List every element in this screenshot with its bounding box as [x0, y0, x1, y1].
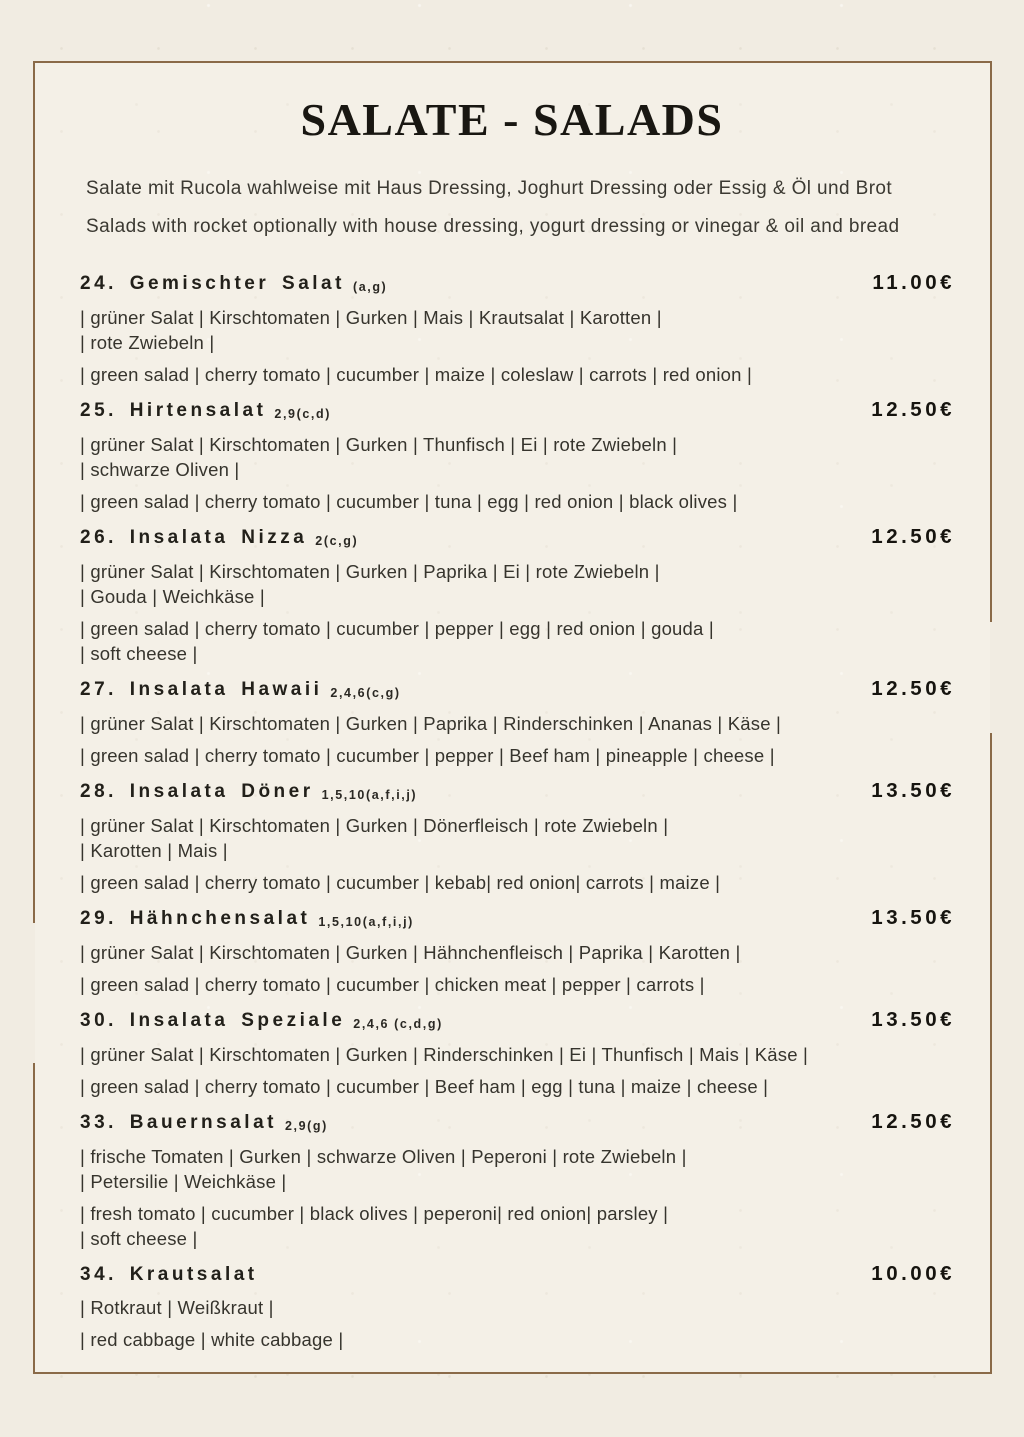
ingredients-de-line: | frische Tomaten | Gurken | schwarze Oliven | Peperoni | rote Zwiebeln |	[80, 1145, 687, 1167]
ingredients-de-line: | grüner Salat | Kirschtomaten | Gurken | Thunfisch | Ei | rote Zwiebeln |	[80, 433, 678, 455]
menu-item	[80, 1007, 955, 1099]
ingredients-german	[80, 1042, 955, 1067]
item-name: 30. Insalata Speziale	[80, 1009, 346, 1031]
ingredients-en-line: | green salad | cherry tomato | cucumber | chicken meat | pepper | carrots |	[80, 973, 705, 995]
item-title	[80, 1262, 258, 1288]
menu-items-list	[80, 270, 955, 1352]
item-title	[80, 779, 417, 806]
menu-item	[80, 676, 955, 768]
ingredients-en-line: | green salad | cherry tomato | cucumber | tuna | egg | red onion | black olives |	[80, 490, 738, 512]
item-title	[80, 1110, 328, 1137]
page-title: SALATE - SALADS	[300, 94, 724, 145]
subtitle-german: Salate mit Rucola wahlweise mit Haus Dressing, Joghurt Dressing oder Essig & Öl und Brot	[86, 177, 893, 199]
item-name: 26. Insalata Nizza	[80, 526, 308, 548]
ingredients-de-line: | grüner Salat | Kirschtomaten | Gurken | Hähnchenfleisch | Paprika | Karotten |	[80, 941, 741, 963]
ingredients-en-line: | soft cheese |	[80, 642, 198, 664]
ingredients-german	[80, 1295, 955, 1320]
item-name: 34. Krautsalat	[80, 1263, 258, 1285]
item-title	[80, 271, 387, 298]
ingredients-de-line: | Rotkraut | Weißkraut |	[80, 1296, 274, 1318]
menu-item	[80, 524, 955, 666]
ingredients-de-line: | grüner Salat | Kirschtomaten | Gurken | Paprika | Ei | rote Zwiebeln |	[80, 560, 660, 582]
item-title	[80, 677, 401, 704]
ingredients-english	[80, 972, 955, 997]
menu-item	[80, 1109, 955, 1251]
item-name: 24. Gemischter Salat	[80, 272, 345, 294]
item-allergens: 2,9(g)	[284, 1118, 328, 1133]
menu-item	[80, 778, 955, 895]
item-title	[80, 398, 331, 425]
ingredients-english	[80, 1074, 955, 1099]
item-allergens: 2(c,g)	[315, 533, 359, 548]
item-allergens: (a,g)	[352, 279, 388, 294]
ingredients-en-line: | green salad | cherry tomato | cucumber | pepper | Beef ham | pineapple | cheese |	[80, 744, 775, 766]
item-price: 12.50€	[871, 524, 955, 548]
item-price: 13.50€	[871, 778, 955, 802]
item-title	[80, 906, 414, 933]
ingredients-german	[80, 813, 955, 863]
item-allergens: 2,4,6 (c,d,g)	[353, 1016, 443, 1031]
ingredients-english	[80, 1201, 955, 1251]
ingredients-en-line: | green salad | cherry tomato | cucumber | Beef ham | egg | tuna | maize | cheese |	[80, 1075, 769, 1097]
ingredients-de-line: | grüner Salat | Kirschtomaten | Gurken | Paprika | Rinderschinken | Ananas | Käse |	[80, 712, 782, 734]
menu-item-header	[80, 397, 955, 425]
ingredients-english	[80, 743, 955, 768]
item-price: 13.50€	[871, 1007, 955, 1031]
ingredients-de-line: | Karotten | Mais |	[80, 839, 228, 861]
item-allergens: 2,9(c,d)	[274, 406, 331, 421]
ingredients-english	[80, 1327, 955, 1352]
ingredients-en-line: | red cabbage | white cabbage |	[80, 1328, 344, 1350]
item-price: 12.50€	[871, 676, 955, 700]
ingredients-de-line: | rote Zwiebeln |	[80, 331, 215, 353]
ingredients-german	[80, 940, 955, 965]
item-name: 28. Insalata Döner	[80, 780, 314, 802]
item-allergens: 1,5,10(a,f,i,j)	[321, 787, 418, 802]
ingredients-en-line: | green salad | cherry tomato | cucumber | pepper | egg | red onion | gouda |	[80, 617, 714, 639]
ingredients-english	[80, 489, 955, 514]
item-price: 10.00€	[871, 1261, 955, 1285]
ingredients-german	[80, 305, 955, 355]
menu-item-header	[80, 1007, 955, 1035]
ingredients-german	[80, 432, 955, 482]
menu-item-header	[80, 1261, 955, 1288]
ingredients-english	[80, 616, 955, 666]
subtitle-english: Salads with rocket optionally with house dressing, yogurt dressing or vinegar & oil and bread	[86, 215, 900, 237]
menu-item	[80, 397, 955, 514]
item-name: 25. Hirtensalat	[80, 399, 267, 421]
item-price: 11.00€	[872, 270, 955, 294]
ingredients-german	[80, 1144, 955, 1194]
menu-item	[80, 905, 955, 997]
item-price: 12.50€	[871, 1109, 955, 1133]
menu-item	[80, 270, 955, 387]
menu-item-header	[80, 270, 955, 298]
ingredients-en-line: | fresh tomato | cucumber | black olives | peperoni| red onion| parsley |	[80, 1202, 669, 1224]
ingredients-english	[80, 870, 955, 895]
ingredients-de-line: | Gouda | Weichkäse |	[80, 585, 265, 607]
ingredients-german	[80, 711, 955, 736]
frame-border-bottom	[33, 1372, 992, 1374]
ingredients-de-line: | Petersilie | Weichkäse |	[80, 1170, 287, 1192]
ingredients-de-line: | grüner Salat | Kirschtomaten | Gurken | Mais | Krautsalat | Karotten |	[80, 306, 662, 328]
ingredients-en-line: | green salad | cherry tomato | cucumber | maize | coleslaw | carrots | red onion |	[80, 363, 752, 385]
ingredients-english	[80, 362, 955, 387]
ingredients-de-line: | grüner Salat | Kirschtomaten | Gurken | Rinderschinken | Ei | Thunfisch | Mais | Käse |	[80, 1043, 809, 1065]
item-allergens: 2,4,6(c,g)	[330, 685, 401, 700]
menu-item-header	[80, 524, 955, 552]
menu-item	[80, 1261, 955, 1352]
menu-item-header	[80, 676, 955, 704]
ingredients-en-line: | green salad | cherry tomato | cucumber | kebab| red onion| carrots | maize |	[80, 871, 721, 893]
menu-item-header	[80, 778, 955, 806]
item-title	[80, 525, 358, 552]
ingredients-de-line: | schwarze Oliven |	[80, 458, 240, 480]
ingredients-german	[80, 559, 955, 609]
item-price: 13.50€	[871, 905, 955, 929]
item-title	[80, 1008, 443, 1035]
item-allergens: 1,5,10(a,f,i,j)	[318, 914, 414, 929]
ingredients-de-line: | grüner Salat | Kirschtomaten | Gurken | Dönerfleisch | rote Zwiebeln |	[80, 814, 669, 836]
subtitle	[86, 170, 964, 246]
item-name: 27. Insalata Hawaii	[80, 678, 323, 700]
menu-item-header	[80, 1109, 955, 1137]
item-price: 12.50€	[871, 397, 955, 421]
menu-item-header	[80, 905, 955, 933]
item-name: 33. Bauernsalat	[80, 1111, 277, 1133]
ingredients-en-line: | soft cheese |	[80, 1227, 198, 1249]
item-name: 29. Hähnchensalat	[80, 907, 311, 929]
